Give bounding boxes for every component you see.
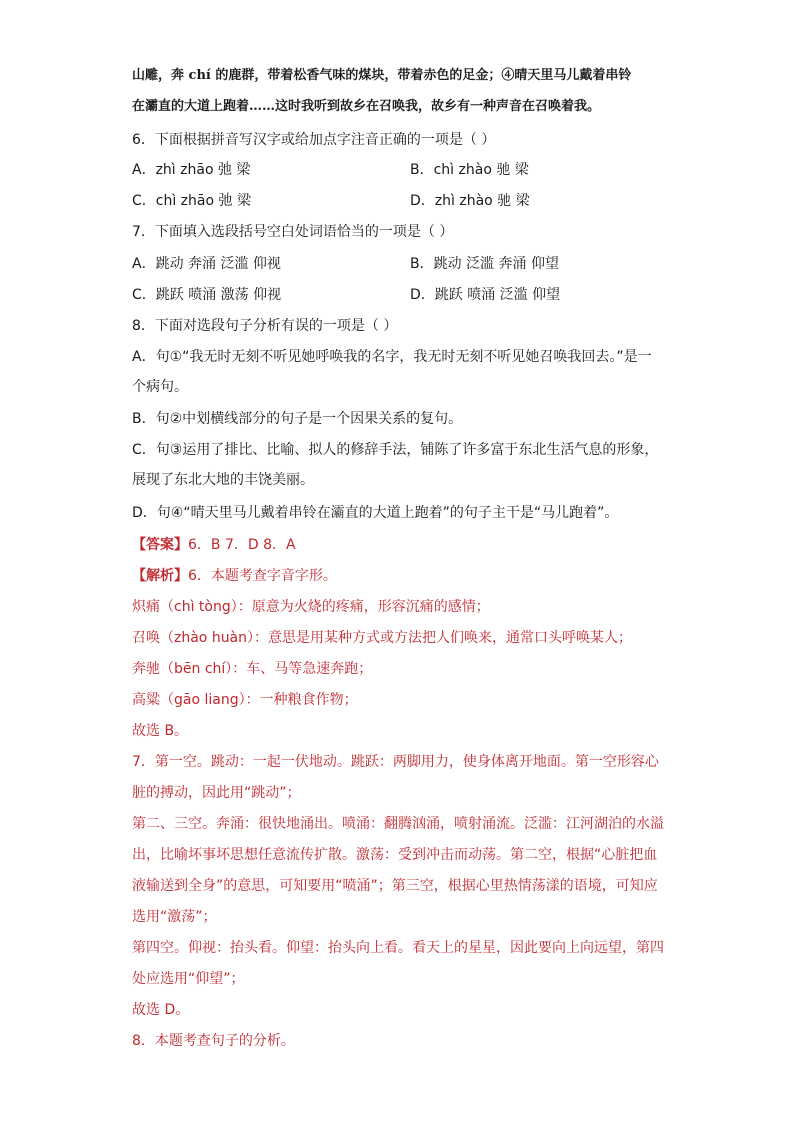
- analysis-line: 故选 B。: [132, 723, 189, 739]
- analysis-line: 奔驰（bēn chí）：车、马等急速奔跑；: [132, 661, 373, 677]
- analysis-line: 7．第一空。跳动：一起一伏地动。跳跃：两脚用力，使身体离开地面。第一空形容心: [132, 754, 659, 770]
- q7-option-b: B．跳动 泛滥 奔涌 仰望: [410, 256, 559, 272]
- q6-option-c: C．chì zhāo 弛 梁: [132, 193, 251, 209]
- analysis-line: 第四空。仰视：抬头看。仰望：抬头向上看。看天上的星星，因此要向上向远望，第四: [132, 940, 664, 956]
- q7-option-a: A．跳动 奔涌 泛滥 仰视: [132, 256, 281, 272]
- q8-option-a-cont: 个病句。: [132, 379, 188, 395]
- analysis-head: 6．本题考查字音字形。: [188, 568, 337, 584]
- q8-option-b: B．句②中划横线部分的句子是一个因果关系的复句。: [132, 411, 463, 427]
- analysis-line: 故选 D。: [132, 1002, 190, 1018]
- q8-option-c: C．句③运用了排比、比喻、拟人的修辞手法，铺陈了许多富于东北生活气息的形象，: [132, 442, 659, 458]
- analysis-line: 8．本题考查句子的分析。: [132, 1033, 295, 1049]
- analysis-line: 处应选用“仰望”；: [132, 971, 245, 987]
- question-6-stem: 6．下面根据拼音写汉字或给加点字注音正确的一项是（ ）: [132, 132, 496, 148]
- analysis-line: 炽痛（chì tòng）：原意为火烧的疼痛，形容沉痛的感情；: [132, 599, 490, 615]
- q8-option-a: A．句①“我无时无刻不听见她呼唤我的名字，我无时无刻不听见她召唤我回去。”是一: [132, 349, 652, 365]
- q7-option-d: D．跳跃 喷涌 泛滥 仰望: [410, 287, 561, 303]
- answer-text: 6．B 7．D 8．A: [188, 537, 296, 553]
- question-8-stem: 8．下面对选段句子分析有误的一项是（ ）: [132, 318, 398, 334]
- q6-option-b: B．chì zhào 驰 梁: [410, 162, 529, 178]
- analysis-line: 脏的搏动，因此用“跳动”；: [132, 785, 301, 801]
- analysis-line: 召唤（zhào huàn）：意思是用某种方式或方法把人们唤来，通常口头呼唤某人；: [132, 630, 633, 646]
- analysis-line: 高粱（gāo liang）：一种粮食作物；: [132, 692, 358, 708]
- question-7-stem: 7．下面填入选段括号空白处词语恰当的一项是（ ）: [132, 224, 454, 240]
- q6-option-d: D．zhì zhào 驰 梁: [410, 193, 530, 209]
- answer-line: [132, 535, 296, 555]
- analysis-line: 第二、三空。奔涌：很快地涌出。喷涌：翻腾汹涌，喷射涌流。泛滥：江河湖泊的水溢: [132, 816, 664, 832]
- analysis-head-line: [132, 566, 337, 586]
- q6-option-a: A．zhì zhāo 弛 梁: [132, 162, 251, 178]
- q8-option-d: D．句④“晴天里马儿戴着串铃在灞直的大道上跑着”的句子主干是“马儿跑着”。: [132, 505, 619, 521]
- answer-label: 【答案】: [132, 537, 188, 553]
- analysis-line: 液输送到全身”的意思，可知要用“喷涌”；第三空，根据心里热情荡漾的语境，可知应: [132, 878, 658, 894]
- passage-line: 在灞直的大道上跑着……这时我听到故乡在召唤我，故乡有一种声音在召唤着我。: [132, 99, 601, 114]
- analysis-line: 出，比喻坏事坏思想任意流传扩散。激荡：受到冲击而动荡。第二空，根据“心脏把血: [132, 847, 658, 863]
- q8-option-c-cont: 展现了东北大地的丰饶美丽。: [132, 472, 314, 488]
- analysis-line: 选用“激荡”；: [132, 909, 217, 925]
- analysis-label: 【解析】: [132, 568, 188, 584]
- passage-line: 山雕，奔 chí 的鹿群，带着松香气味的煤块，带着赤色的足金；④晴天里马儿戴着串铃: [132, 68, 632, 83]
- q7-option-c: C．跳跃 喷涌 激荡 仰视: [132, 287, 282, 303]
